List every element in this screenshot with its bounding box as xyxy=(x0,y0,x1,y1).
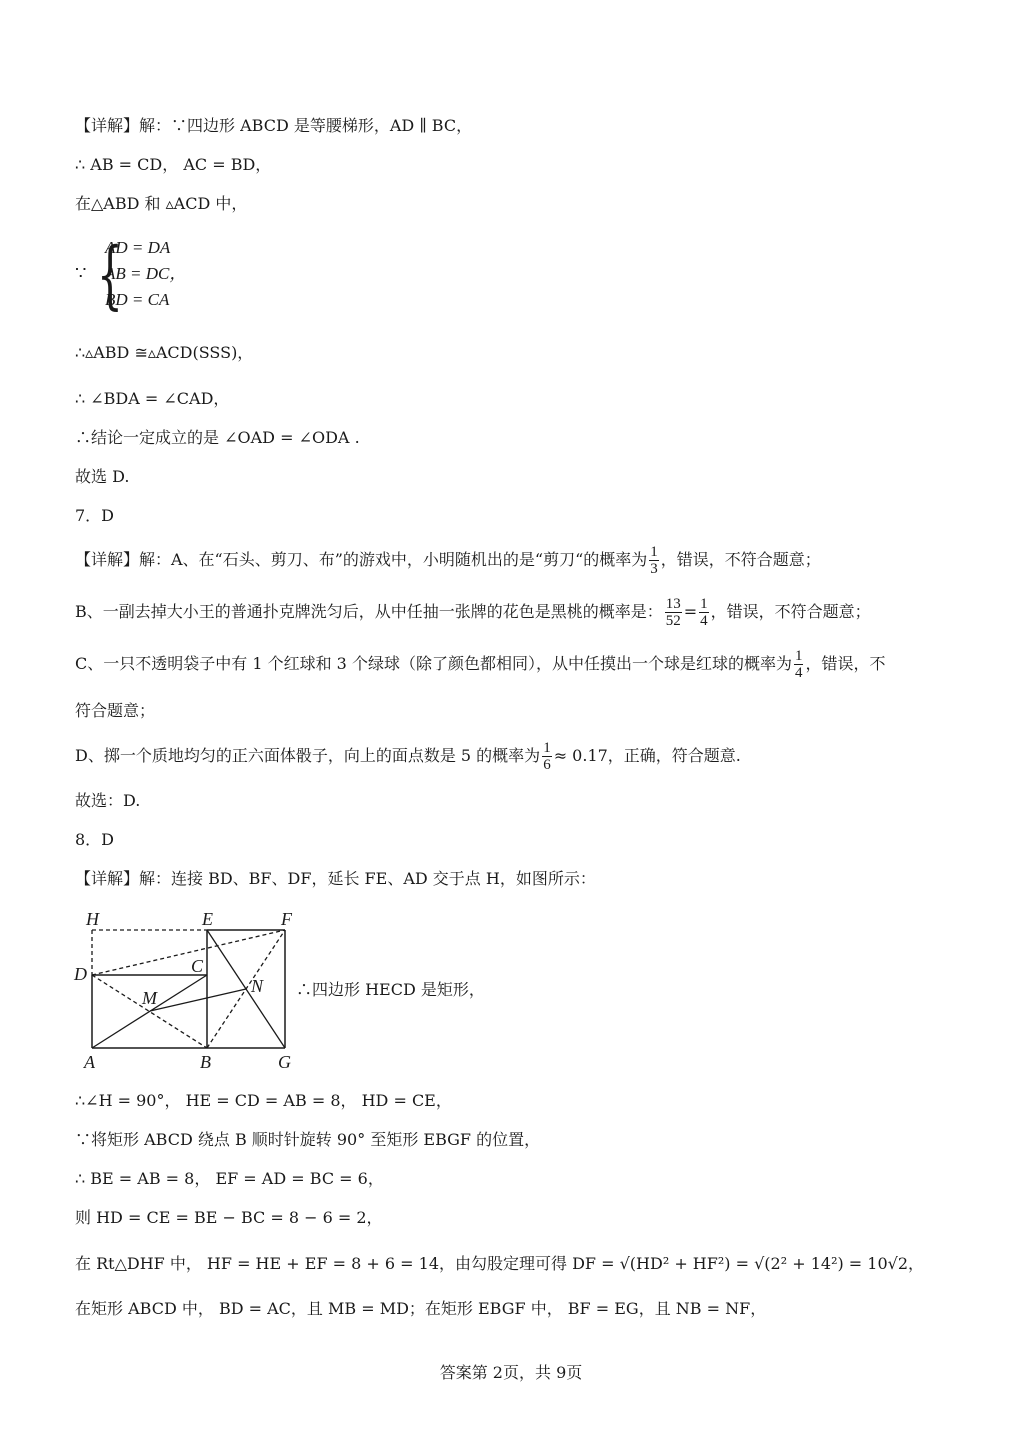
line-14: 故选：D. xyxy=(75,791,141,810)
line-9 xyxy=(75,544,821,577)
page-footer: 答案第 2页，共 9页 xyxy=(439,1363,583,1382)
line-13-text-a: D、掷一个质地均匀的正六面体骰子，向上的面点数是 5 的概率为 xyxy=(75,746,541,765)
line-5: ∴ ∠BDA = ∠CAD， xyxy=(75,389,230,408)
system-eq-2: AB = DC， xyxy=(105,264,187,283)
label-N: N xyxy=(251,976,264,996)
label-B: B xyxy=(200,1052,211,1072)
line-10-text-b: ，错误，不符合题意； xyxy=(710,602,871,621)
left-brace: { xyxy=(97,232,123,318)
segment-DF xyxy=(92,930,285,975)
line-10-text-a: B、一副去掉大小王的普通扑克牌洗匀后，从中任抽一张牌的花色是黑桃的概率是： xyxy=(75,602,663,621)
line-21: 则 HD = CE = BE − BC = 8 − 6 = 2， xyxy=(75,1208,383,1227)
because-symbol: ∵ xyxy=(75,263,87,284)
fraction-13-52: $\frac{13}{52}$ xyxy=(665,596,681,629)
segment-MN xyxy=(150,989,246,1011)
label-D: D xyxy=(74,964,87,984)
line-23: 在矩形 ABCD 中， BD = AC，且 MB = MD；在矩形 EBGF 中， BF = EG，且 NB = NF， xyxy=(75,1299,767,1318)
line-17: ∴四边形 HECD 是矩形， xyxy=(296,980,485,999)
fraction-1-3: $\frac{1}{3}$ xyxy=(650,544,658,577)
line-15: 8．D xyxy=(75,830,115,849)
geometry-figure xyxy=(70,905,310,1075)
line-20: ∴ BE = AB = 8， EF = AD = BC = 6， xyxy=(75,1169,384,1188)
line-16: 【详解】解：连接 BD、BF、DF，延长 FE、AD 交于点 H，如图所示： xyxy=(75,869,596,888)
fraction-1-4-b: $\frac{1}{4}$ xyxy=(794,648,803,681)
equation-system xyxy=(75,232,275,318)
label-M: M xyxy=(142,988,157,1008)
system-eq-1: AD = DA xyxy=(105,238,171,257)
line-8: 7．D xyxy=(75,506,115,525)
line-1: 【详解】解：∵四边形 ABCD 是等腰梯形，AD ∥ BC， xyxy=(75,116,473,135)
fraction-1-6: $\frac{1}{6}$ xyxy=(543,740,551,773)
line-12: 符合题意； xyxy=(75,701,156,720)
line-9-text-b: ，错误，不符合题意； xyxy=(660,550,821,569)
line-19: ∵将矩形 ABCD 绕点 B 顺时针旋转 90° 至矩形 EBGF 的位置， xyxy=(75,1130,541,1149)
line-2: ∴ AB = CD， AC = BD， xyxy=(75,155,272,174)
line-9-text-a: 【详解】解：A、在“石头、剪刀、布”的游戏中，小明随机出的是“剪刀“的概率为 xyxy=(75,550,648,569)
line-18: ∴∠H = 90°， HE = CD = AB = 8， HD = CE， xyxy=(75,1091,452,1110)
label-F: F xyxy=(281,909,292,929)
fraction-1-4: $\frac{1}{4}$ xyxy=(700,596,708,629)
line-7: 故选 D. xyxy=(75,467,130,486)
line-22: 在 Rt△DHF 中， HF = HE + EF = 8 + 6 = 14，由勾股定理可得 DF = √(HD² + HF²) = √(2² + 14²) = 10√2， xyxy=(75,1254,925,1273)
line-10 xyxy=(75,596,871,629)
label-E: E xyxy=(202,909,213,929)
line-6: ∴结论一定成立的是 ∠OAD = ∠ODA . xyxy=(75,428,360,447)
line-13-text-b: ≈ 0.17，正确，符合题意. xyxy=(553,746,741,765)
label-A: A xyxy=(84,1052,95,1072)
line-11-text-b: ，错误，不 xyxy=(805,654,886,673)
label-H: H xyxy=(86,909,99,929)
line-4: ∴▵ABD ≅▵ACD(SSS)， xyxy=(75,343,254,362)
line-3: 在△ABD 和 ▵ACD 中， xyxy=(75,194,248,213)
line-11-text-a: C、一只不透明袋子中有 1 个红球和 3 个绿球（除了颜色都相同），从中任摸出一个球是红球的概率为 xyxy=(75,654,792,673)
label-C: C xyxy=(191,956,204,976)
system-eq-3: BD = CA xyxy=(105,290,170,309)
label-G: G xyxy=(278,1052,291,1072)
equals-sign: = xyxy=(683,602,698,621)
line-11 xyxy=(75,648,885,681)
line-13 xyxy=(75,740,741,773)
